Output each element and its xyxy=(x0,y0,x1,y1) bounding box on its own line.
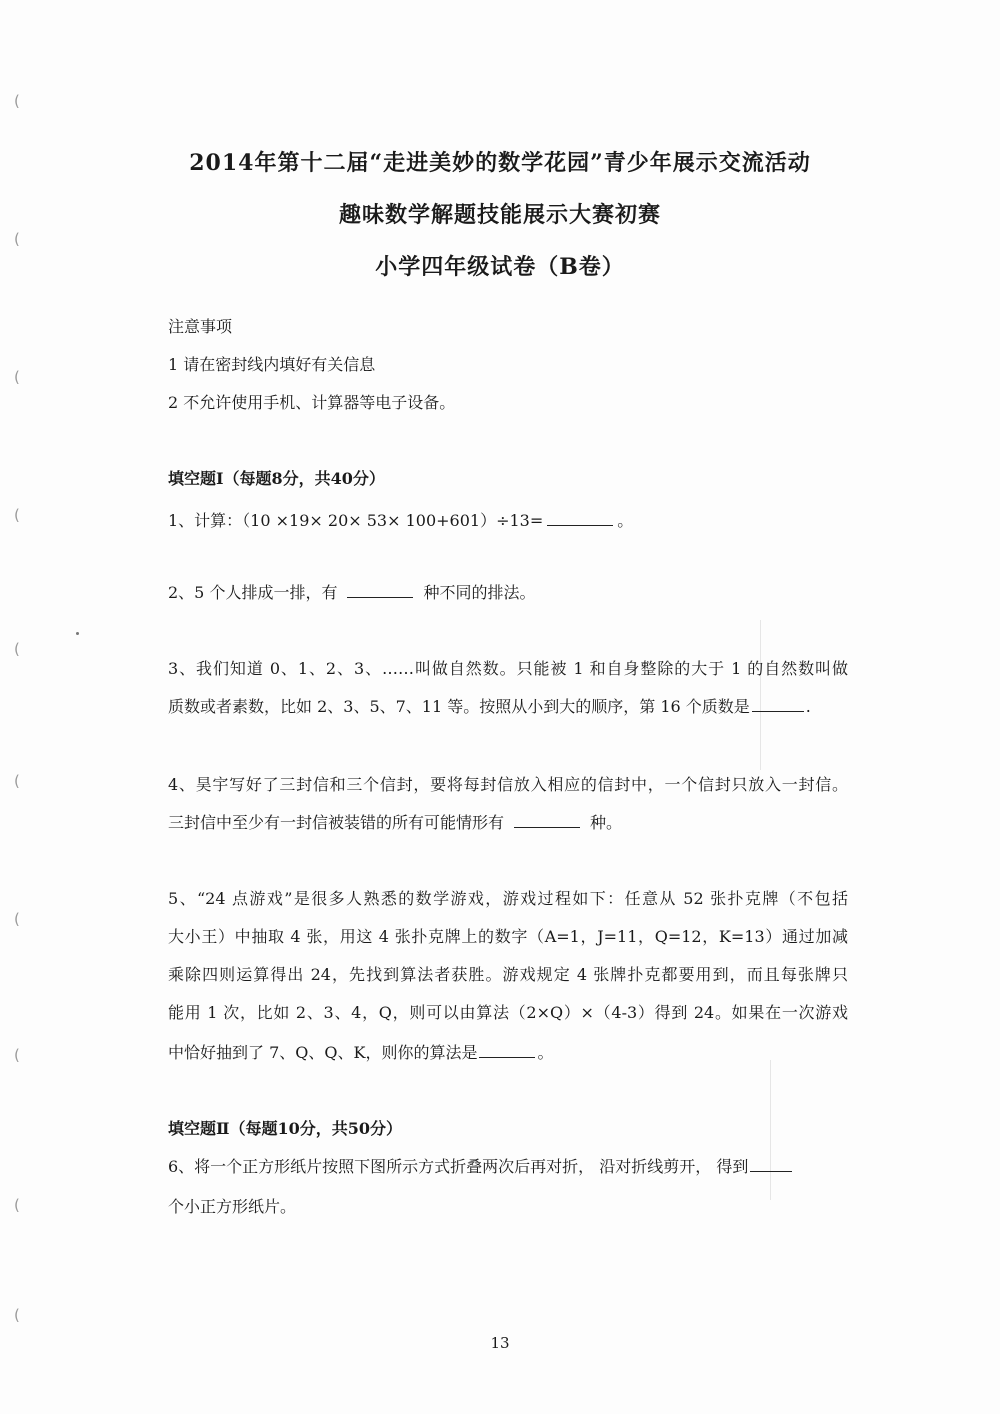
notice-item: 1 请在密封线内填好有关信息 xyxy=(168,355,376,374)
binding-mark: ( xyxy=(14,1046,20,1064)
page-number: 13 xyxy=(490,1334,510,1352)
binding-mark: ( xyxy=(14,1196,20,1214)
binding-mark: ( xyxy=(14,1306,20,1324)
question-5-line-2: 大小王）中抽取 4 张，用这 4 张扑克牌上的数字（A=1，J=11，Q=12，K=13）通过加减 xyxy=(168,927,848,946)
answer-blank[interactable] xyxy=(752,697,804,712)
question-text: 1、计算：（10 ×19× 20× 53× 100+601）÷13= xyxy=(168,511,544,530)
answer-blank[interactable] xyxy=(479,1043,535,1058)
question-1 xyxy=(168,508,848,531)
scan-speck xyxy=(76,632,79,635)
answer-blank[interactable] xyxy=(547,511,613,526)
binding-mark: ( xyxy=(14,506,20,524)
question-text-end: 种不同的排法。 xyxy=(423,583,536,602)
answer-blank[interactable] xyxy=(750,1157,792,1172)
binding-mark: ( xyxy=(14,772,20,790)
question-4-line-2 xyxy=(168,810,848,833)
question-4-line-1: 4、昊宇写好了三封信和三个信封，要将每封信放入相应的信封中，一个信封只放入一封信。 xyxy=(168,775,848,794)
exam-title-line-2: 趣味数学解题技能展示大赛初赛 xyxy=(338,202,661,228)
question-text: 6、将一个正方形纸片按照下图所示方式折叠两次后再对折， 沿对折线剪开， 得到 xyxy=(168,1157,749,1176)
question-5-line-3: 乘除四则运算得出 24，先找到算法者获胜。游戏规定 4 张牌扑克都要用到，而且每张牌只 xyxy=(168,965,848,984)
question-text: 质数或者素数，比如 2、3、5、7、11 等。按照从小到大的顺序，第 16 个质数是 xyxy=(168,697,750,716)
binding-mark: ( xyxy=(14,230,20,248)
answer-blank[interactable] xyxy=(347,583,413,598)
question-6-line-2: 个小正方形纸片。 xyxy=(168,1197,297,1216)
binding-mark: ( xyxy=(14,910,20,928)
binding-mark: ( xyxy=(14,640,20,658)
binding-mark: ( xyxy=(14,368,20,386)
question-text-end: 。 xyxy=(617,511,634,530)
notice-heading: 注意事项 xyxy=(168,317,233,336)
question-text: 中恰好抽到了 7、Q、Q、K，则你的算法是 xyxy=(168,1043,478,1062)
section-heading-fill-blank-1: 填空题Ⅰ（每题8分，共40分） xyxy=(168,469,385,488)
question-3-line-2 xyxy=(168,694,848,717)
question-5-line-4: 能用 1 次，比如 2、3、4，Q，则可以由算法（2×Q）×（4-3）得到 24。如果在一次游戏 xyxy=(168,1003,848,1022)
question-text-end: 种。 xyxy=(590,813,623,832)
question-text-end: 。 xyxy=(537,1043,554,1062)
question-6-line-1 xyxy=(168,1154,848,1177)
show-through-mark xyxy=(770,1060,771,1200)
question-2 xyxy=(168,580,848,603)
question-3-line-1: 3、我们知道 0、1、2、3、……叫做自然数。只能被 1 和自身整除的大于 1 的自然数叫做 xyxy=(168,659,848,678)
notice-item: 2 不允许使用手机、计算器等电子设备。 xyxy=(168,393,456,412)
question-text: 三封信中至少有一封信被装错的所有可能情形有 xyxy=(168,813,505,832)
question-text: 2、5 个人排成一排，有 xyxy=(168,583,338,602)
binding-mark: ( xyxy=(14,92,20,110)
question-5-line-1: 5、“24 点游戏”是很多人熟悉的数学游戏，游戏过程如下：任意从 52 张扑克牌（不包括 xyxy=(168,889,848,908)
section-heading-fill-blank-2: 填空题Ⅱ（每题10分，共50分） xyxy=(168,1119,403,1138)
question-5-line-5 xyxy=(168,1040,848,1063)
exam-title-line-3: 小学四年级试卷（B卷） xyxy=(375,254,625,280)
answer-blank[interactable] xyxy=(514,813,580,828)
exam-title-line-1: 2014年第十二届“走进美妙的数学花园”青少年展示交流活动 xyxy=(189,150,811,176)
question-text-end: . xyxy=(805,697,811,716)
